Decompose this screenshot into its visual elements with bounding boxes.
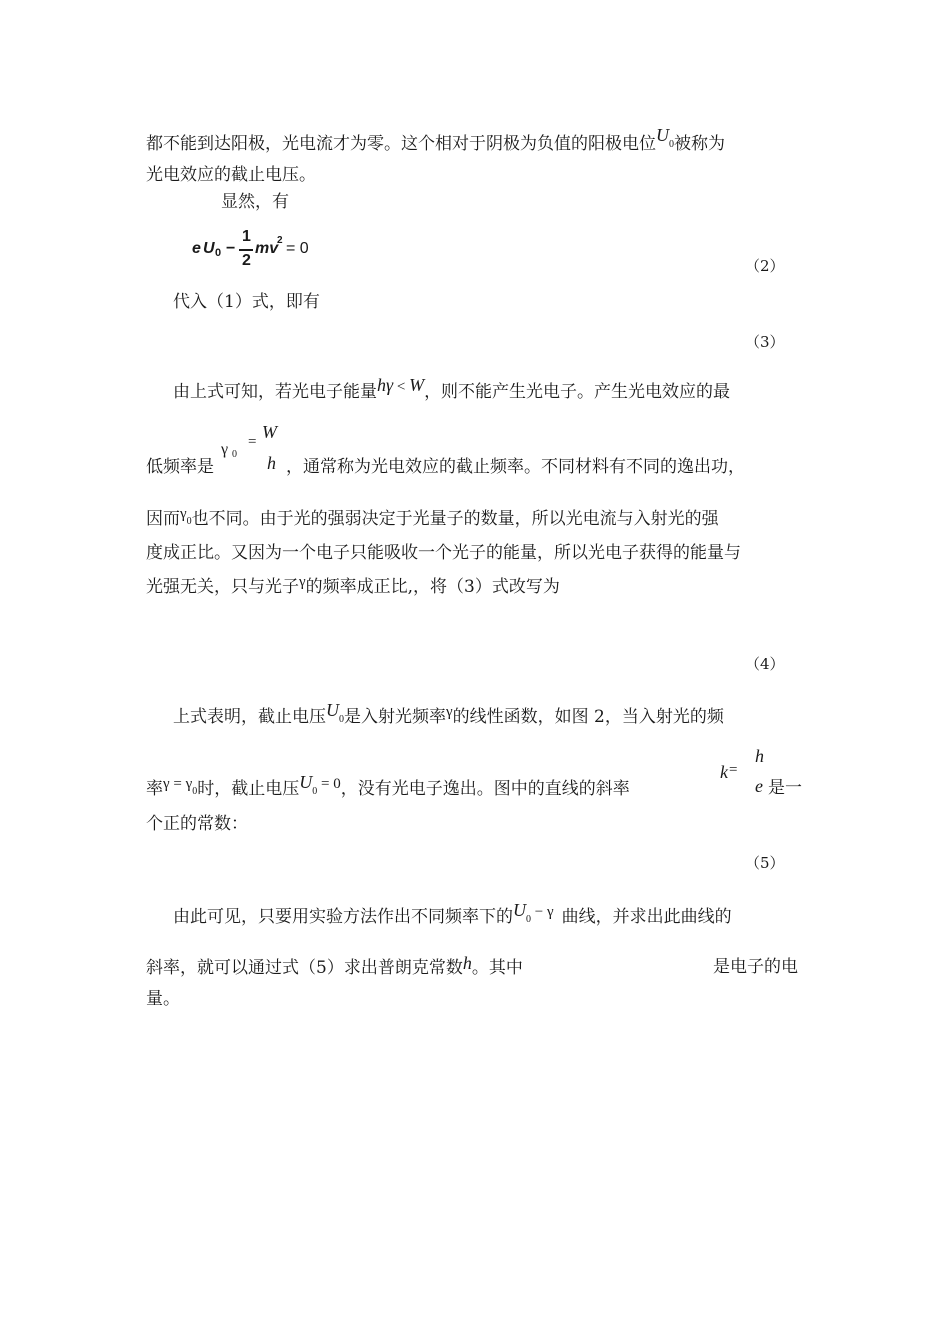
para4-text-d: ，通常称为光电效应的截止频率。不同材料有不同的逸出功， bbox=[286, 457, 745, 477]
equation-4-label: （4） bbox=[745, 655, 785, 673]
para6-text-f: 量。 bbox=[146, 989, 180, 1009]
para4-line3 bbox=[146, 507, 719, 534]
para5-text-a: 上式表明，截止电压 bbox=[173, 707, 326, 727]
para4-text-i: 的频率成正比,，将（3）式改写为 bbox=[305, 577, 560, 597]
gamma0-sub-2: 0 bbox=[186, 516, 192, 527]
para5-text-f: ，没有光电子逸出。图中的直线的斜率 bbox=[340, 779, 630, 799]
para5-line2 bbox=[146, 772, 630, 804]
planck-symbol: h bbox=[377, 375, 386, 395]
eq2-sq: 2 bbox=[277, 235, 283, 246]
para5-text-h: 个正的常数： bbox=[146, 814, 248, 834]
slope-k: k bbox=[720, 762, 728, 782]
para6-line2b bbox=[713, 955, 798, 979]
gamma-symbol: γ bbox=[386, 375, 394, 395]
subscript-3: 0 bbox=[312, 786, 318, 797]
cutoff-voltage-symbol-4: U bbox=[513, 900, 526, 920]
para5-text-c: 的线性函数，如图 2，当入射光的频 bbox=[452, 707, 724, 727]
para3-text: 代入（1）式，即有 bbox=[173, 292, 320, 312]
para4-text-h: 光强无关，只与光子 bbox=[146, 577, 299, 597]
para4-line1 bbox=[173, 375, 731, 405]
slope-num-h: h bbox=[755, 746, 764, 766]
para6-line3 bbox=[146, 987, 180, 1011]
para1-line2 bbox=[146, 163, 316, 187]
para4-text-b: ，则不能产生光电子。产生光电效应的最 bbox=[424, 382, 731, 402]
para2-line bbox=[221, 190, 289, 214]
equation-5-label: （5） bbox=[745, 854, 785, 872]
para1-text-a: 都不能到达阳极，光电流才为零。这个相对于阴极为负值的阳极电位 bbox=[146, 134, 656, 154]
work-function-symbol: W bbox=[409, 375, 425, 395]
para4-line5 bbox=[146, 575, 560, 600]
para6-text-b: 曲线，并求出此曲线的 bbox=[561, 907, 732, 927]
para5-line2b bbox=[768, 776, 802, 800]
gamma0-sub: 0 bbox=[232, 449, 237, 460]
subscript-4: 0 bbox=[526, 914, 531, 925]
eq2-rhs: = 0 bbox=[286, 240, 309, 257]
equals: = bbox=[248, 434, 257, 450]
para4-line2b bbox=[286, 455, 745, 479]
subscript: 0 bbox=[669, 139, 674, 150]
para5-line3 bbox=[146, 812, 248, 836]
para4-text-g: 度成正比。又因为一个电子只能吸收一个光子的能量，所以光电子获得的能量与 bbox=[146, 543, 741, 563]
gamma0-symbol: γ bbox=[221, 441, 229, 458]
para4-text-e: 因而 bbox=[146, 509, 180, 529]
gamma0-symbol-2: γ bbox=[180, 506, 187, 522]
para5-text-g: 是一 bbox=[768, 778, 802, 798]
gamma-symbol-2: γ bbox=[299, 574, 306, 590]
para1-line1 bbox=[146, 125, 725, 159]
frac-numerator-W: W bbox=[262, 422, 277, 442]
para4-line4 bbox=[146, 541, 741, 565]
eq2-U: U bbox=[203, 240, 215, 257]
slope-den-e: e bbox=[755, 776, 763, 796]
para5-text-b: 是入射光频率 bbox=[344, 707, 446, 727]
para3-line bbox=[173, 290, 320, 314]
para6-text-d: 。其中 bbox=[471, 958, 523, 978]
planck-symbol-2: h bbox=[462, 953, 472, 973]
para5-text-d: 率 bbox=[146, 779, 163, 799]
para5-text-e: 时，截止电压 bbox=[197, 779, 300, 799]
frac-denominator-h: h bbox=[267, 453, 276, 473]
eq2-frac-den: 2 bbox=[242, 252, 251, 269]
para1-text-c: 光电效应的截止电压。 bbox=[146, 165, 316, 185]
para2-text: 显然，有 bbox=[221, 192, 289, 212]
equation-2 bbox=[192, 228, 332, 278]
gamma-symbol-3: γ bbox=[446, 704, 453, 720]
slope-equals: = bbox=[729, 762, 738, 778]
cutoff-frequency-formula bbox=[221, 422, 281, 478]
para6-line1 bbox=[173, 900, 732, 932]
para6-line2 bbox=[146, 955, 523, 980]
para4-text-c: 低频率是 bbox=[146, 457, 214, 477]
subscript-2: 0 bbox=[339, 714, 344, 725]
eq2-minus: − bbox=[226, 240, 236, 257]
gamma-symbol-5: γ bbox=[546, 904, 554, 920]
equation-2-label: （2） bbox=[745, 257, 785, 275]
eq2-frac-num: 1 bbox=[242, 228, 251, 245]
eq2-e: e bbox=[192, 240, 201, 257]
equals-2: = bbox=[169, 776, 186, 792]
gamma0-symbol-3: γ bbox=[185, 776, 193, 792]
para1-text-b: 被称为 bbox=[674, 134, 725, 154]
eq2-frac-bar bbox=[239, 249, 253, 251]
para6-text-a: 由此可见，只要用实验方法作出不同频率下的 bbox=[173, 907, 513, 927]
para4-text-f: 也不同。由于光的强弱决定于光量子的数量，所以光电流与入射光的强 bbox=[191, 509, 719, 529]
para4-line2 bbox=[146, 455, 214, 479]
para4-text-a: 由上式可知，若光电子能量 bbox=[173, 382, 377, 402]
cutoff-voltage-symbol-3: U bbox=[299, 772, 313, 792]
eq2-sub: 0 bbox=[215, 247, 222, 259]
gamma0-sub-3: 0 bbox=[192, 786, 198, 797]
eq2-mv: mv bbox=[255, 240, 279, 257]
equation-3-label: （3） bbox=[745, 333, 785, 351]
slope-formula bbox=[720, 746, 770, 802]
cutoff-voltage-symbol: U bbox=[656, 125, 669, 145]
para6-text-e: 是电子的电 bbox=[713, 957, 798, 977]
minus-sign: − bbox=[531, 904, 547, 920]
equals-zero: = 0 bbox=[317, 776, 341, 792]
less-than: < bbox=[393, 379, 410, 395]
para6-text-c: 斜率，就可以通过式（5）求出普朗克常数 bbox=[146, 958, 463, 978]
cutoff-voltage-symbol-2: U bbox=[326, 700, 339, 720]
gamma-symbol-4: γ bbox=[163, 776, 170, 792]
para5-line1 bbox=[173, 700, 724, 732]
